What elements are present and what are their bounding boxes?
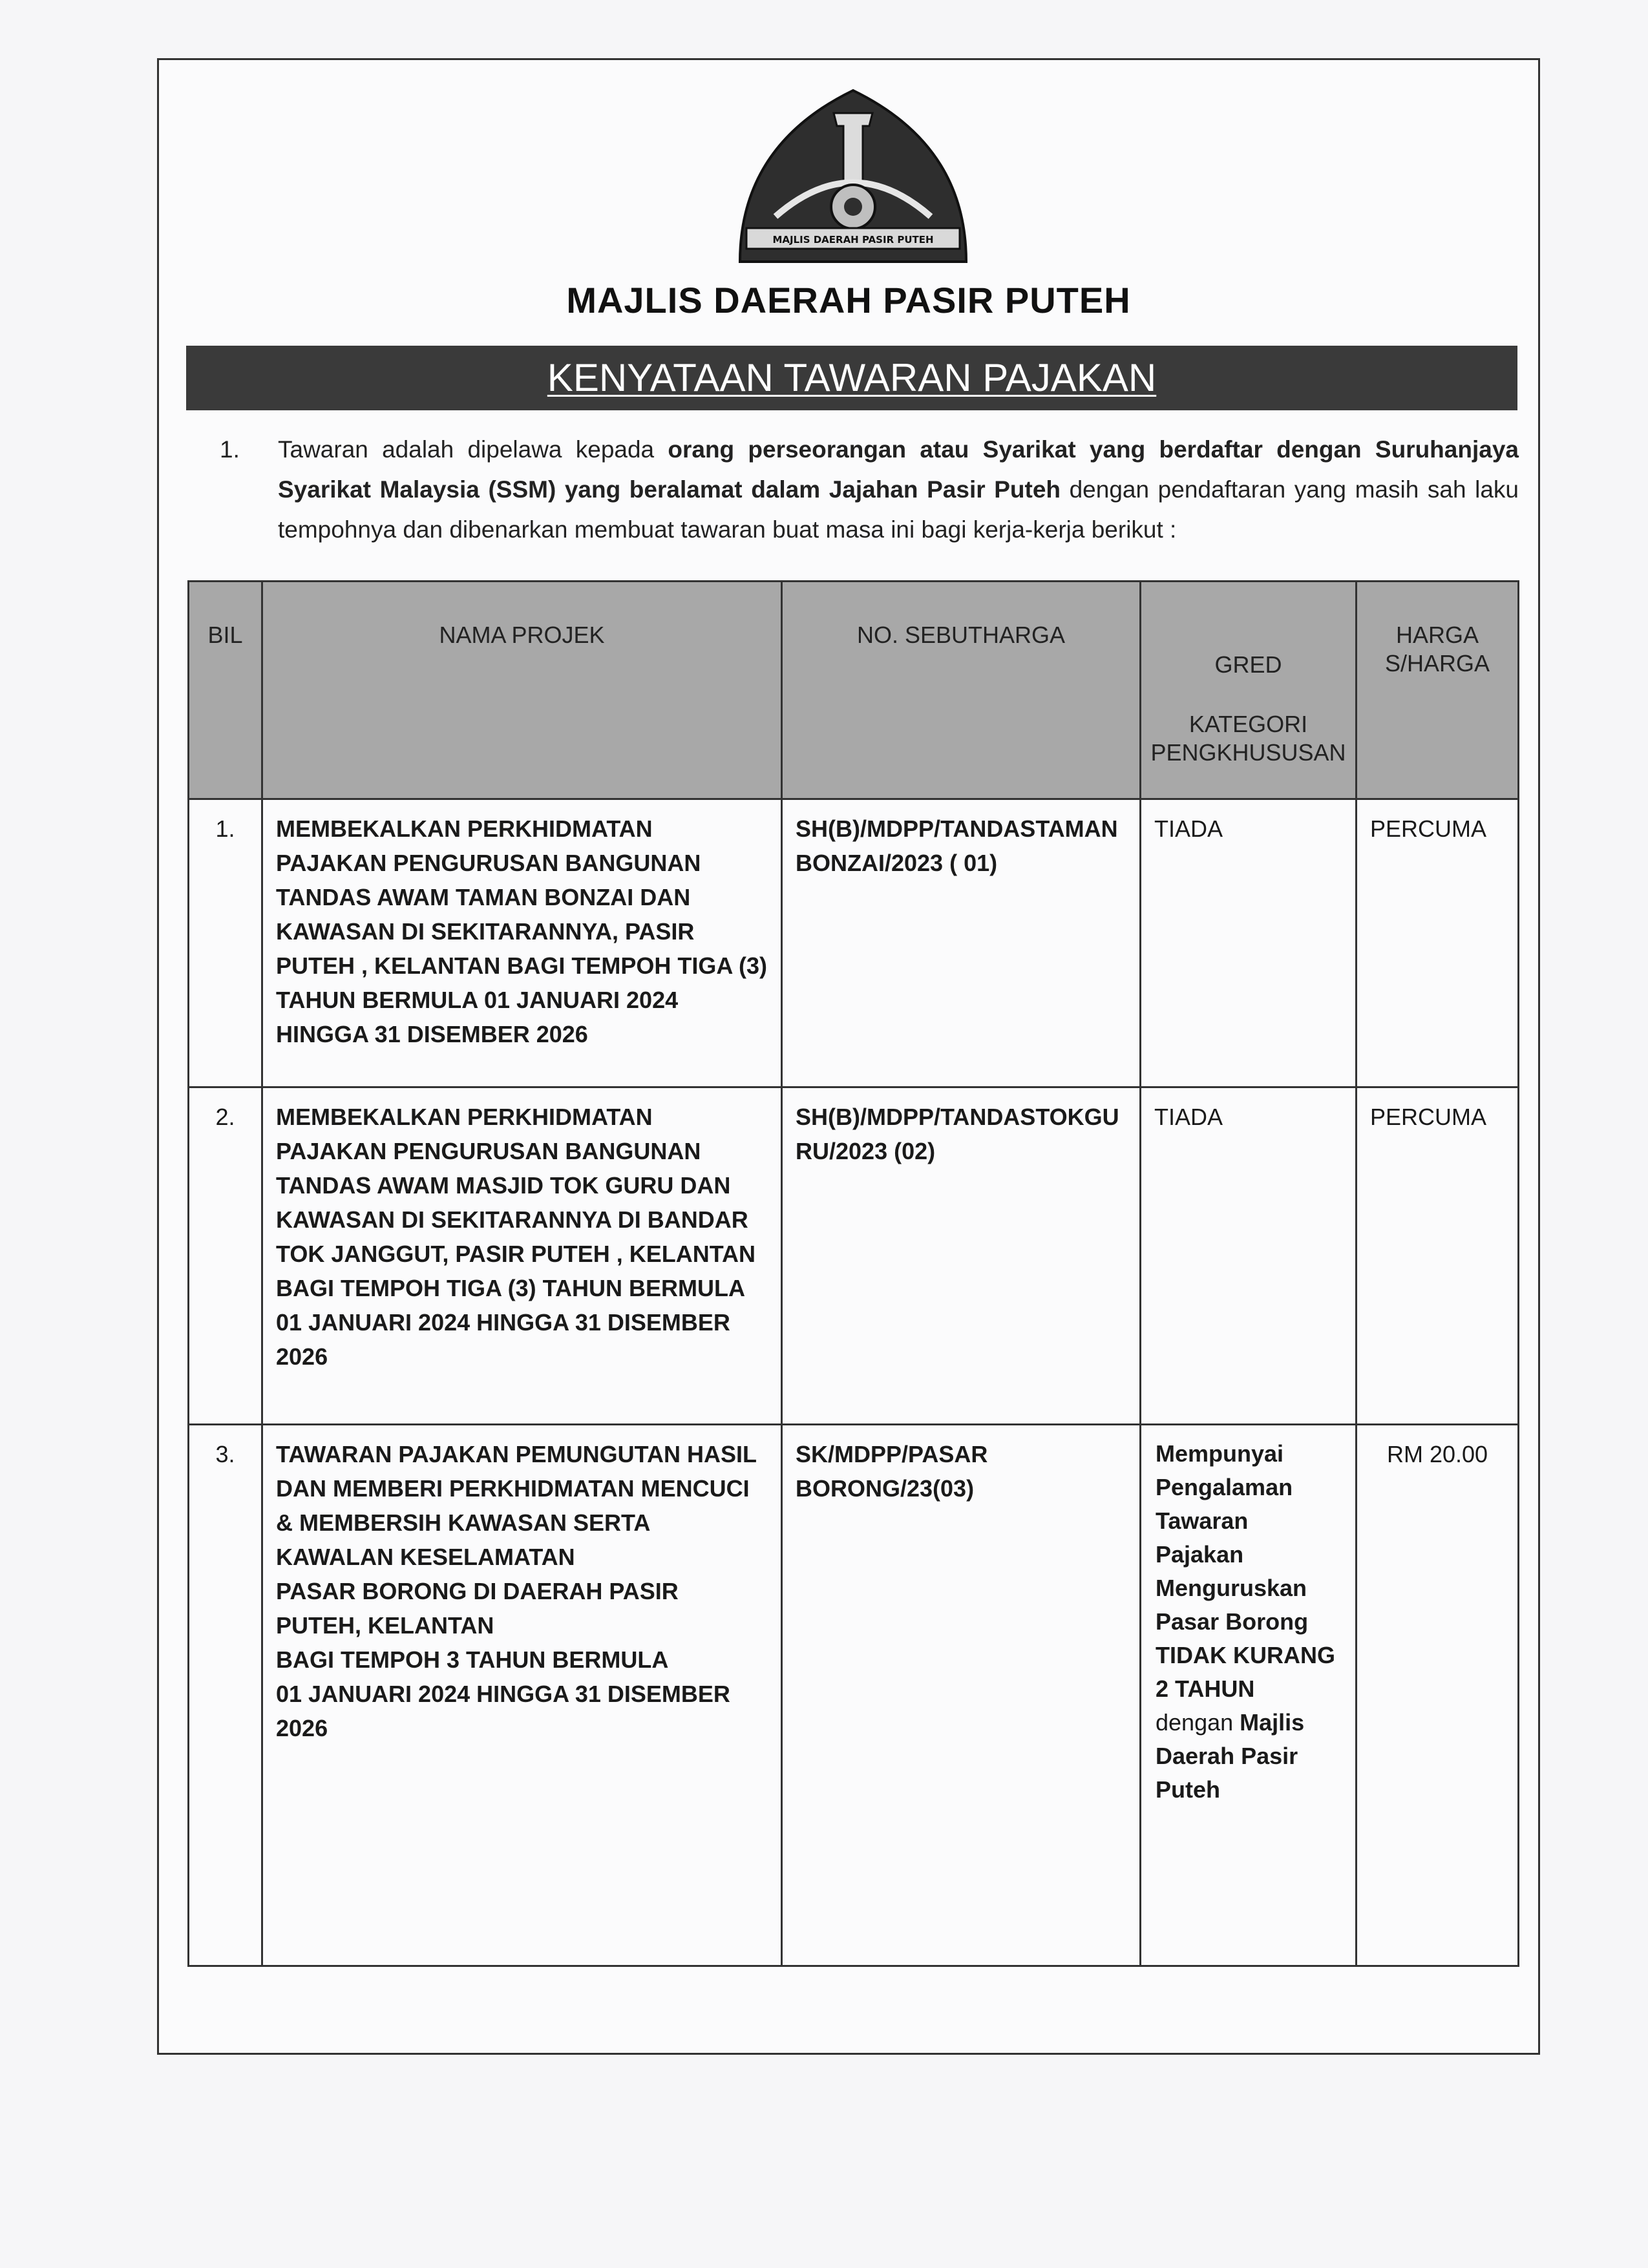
header-no-sebutharga: NO. SEBUTHARGA [782,582,1141,799]
table-row [189,799,1519,1087]
row-harga: PERCUMA [1357,799,1519,1087]
intro-text-bold: orang perseorangan atau Syarikat yang berdaftar dengan Suruhanjaya Syarikat Malaysia (SSM) yang beralamat dalam Jajahan Pasir Puteh [278,436,1519,503]
header-kategori: KATEGORI PENGKHUSUSAN [1150,711,1346,766]
table-header-row [189,582,1519,799]
header-nama-projek: NAMA PROJEK [262,582,782,799]
project-line: PASAR BORONG DI DAERAH PASIR PUTEH, KELANTAN [276,1578,679,1639]
row-harga: RM 20.00 [1357,1425,1519,1966]
intro-paragraph [220,430,1519,550]
document-title: KENYATAAN TAWARAN PAJAKAN [547,356,1157,399]
project-line: TAWARAN PAJAKAN PEMUNGUTAN HASIL DAN MEMBERI PERKHIDMATAN MENCUCI & MEMBERSIH KAWASAN SERTA KAWALAN KESELAMATAN [276,1441,757,1570]
document-title-banner [186,346,1517,410]
row-bil: 3. [189,1425,262,1966]
header-gred-kategori [1141,582,1357,799]
header-harga: HARGA S/HARGA [1357,582,1519,799]
paragraph-number: 1. [220,436,240,463]
row-nama-projek: MEMBEKALKAN PERKHIDMATAN PAJAKAN PENGURUSAN BANGUNAN TANDAS AWAM MASJID TOK GURU DAN KAWASAN DI SEKITARANNYA DI BANDAR TOK JANGGUT, PASIR PUTEH , KELANTAN BAGI TEMPOH TIGA (3) TAHUN BERMULA 01 JANUARI 2024 HINGGA 31 DISEMBER 2026 [262,1087,782,1425]
row-harga: PERCUMA [1357,1087,1519,1425]
row-gred: TIADA [1141,799,1357,1087]
paragraph-text [278,430,1519,550]
table-row [189,1425,1519,1966]
project-line: BAGI TEMPOH 3 TAHUN BERMULA [276,1646,669,1673]
header-bil: BIL [189,582,262,799]
table-row [189,1087,1519,1425]
row-nama-projek [262,1425,782,1966]
row-nama-projek: MEMBEKALKAN PERKHIDMATAN PAJAKAN PENGURUSAN BANGUNAN TANDAS AWAM TAMAN BONZAI DAN KAWASAN DI SEKITARANNYA, PASIR PUTEH , KELANTAN BAGI TEMPOH TIGA (3) TAHUN BERMULA 01 JANUARI 2024 HINGGA 31 DISEMBER 2026 [262,799,782,1087]
logo-text: MAJLIS DAERAH PASIR PUTEH [772,234,934,246]
grade-council: Majlis Daerah Pasir Puteh [1156,1709,1305,1803]
row-gred: TIADA [1141,1087,1357,1425]
row-bil: 2. [189,1087,262,1425]
row-bil: 1. [189,799,262,1087]
tender-table [187,580,1519,1967]
row-no-sebutharga: SH(B)/MDPP/TANDASTOKGURU/2023 (02) [782,1087,1141,1425]
grade-requirement: Mempunyai Pengalaman Tawaran Pajakan Menguruskan Pasar Borong TIDAK KURANG 2 TAHUN [1156,1440,1335,1702]
row-gred [1141,1425,1357,1966]
header-gred: GRED [1214,651,1282,678]
intro-text-part2: dengan pendaftaran yang masih sah laku tempohnya dan dibenarkan membuat tawaran buat masa ini bagi kerja-kerja berikut : [278,476,1519,543]
organization-name: MAJLIS DAERAH PASIR PUTEH [566,280,1131,320]
project-line: 01 JANUARI 2024 HINGGA 31 DISEMBER 2026 [276,1681,730,1741]
grade-connector: dengan [1156,1709,1240,1736]
intro-text-part1: Tawaran adalah dipelawa kepada [278,436,668,463]
row-no-sebutharga: SK/MDPP/PASAR BORONG/23(03) [782,1425,1141,1966]
row-no-sebutharga: SH(B)/MDPP/TANDASTAMANBONZAI/2023 ( 01) [782,799,1141,1087]
council-logo [737,87,969,265]
